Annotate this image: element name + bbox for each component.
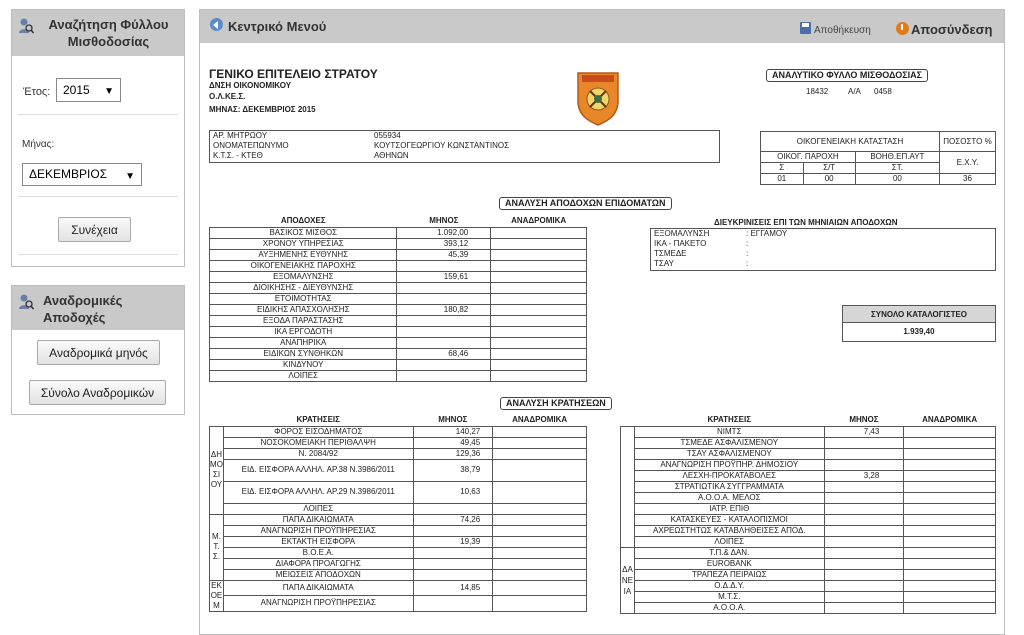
ded-left-h1: ΚΡΑΤΗΣΕΙΣ (223, 415, 413, 426)
deduction-retro (493, 481, 587, 503)
earnings-month (397, 260, 491, 271)
month-select-value: ΔΕΚΕΜΒΡΙΟΣ (29, 167, 108, 181)
main-menu-link[interactable]: Κεντρικό Μενού (228, 19, 327, 34)
earnings-retro (491, 304, 587, 315)
earnings-retro (491, 348, 587, 359)
earnings-item: ΙΚΑ ΕΡΓΟΔΟΤΗ (210, 326, 397, 337)
deduction-row (621, 536, 996, 547)
note-value: : ΕΓΓΑΜΟΥ (746, 229, 788, 238)
earnings-item: ΕΞΟΜΑΛΥΝΣΗΣ (210, 271, 397, 282)
notes-title: ΔΙΕΥΚΡΙΝΙΣΕΙΣ ΕΠΙ ΤΩΝ ΜΗΝΙΑΙΩΝ ΑΠΟΔΟΧΩΝ (714, 218, 898, 227)
deduction-month (413, 569, 493, 580)
deduction-item: ΜΕΙΩΣΕΙΣ ΑΠΟΔΟΧΩΝ (223, 569, 413, 580)
deduction-month (824, 459, 904, 470)
deduction-item: ΤΣΑΥ ΑΣΦΑΛΙΣΜΕΝΟΥ (634, 448, 824, 459)
deduction-row (210, 437, 587, 448)
earnings-row (210, 271, 587, 282)
ded-left-h3: ΑΝΑΔΡΟΜΙΚΑ (493, 415, 587, 426)
deduction-month (824, 569, 904, 580)
ded-right-h1: ΚΡΑΤΗΣΕΙΣ (634, 415, 824, 426)
deduction-month (824, 525, 904, 536)
deduction-retro (904, 514, 996, 525)
deduction-row (621, 547, 996, 558)
search-person-icon (18, 293, 34, 311)
payslip-document (200, 43, 1005, 635)
note-value: : (746, 239, 749, 248)
deductions-left-table (209, 415, 587, 612)
earnings-row (210, 315, 587, 326)
deduction-row (621, 437, 996, 448)
deduction-item: Α.Ο.Ο.Α. (634, 602, 824, 613)
deduction-item: ΕΙΔ. ΕΙΣΦΟΡΑ ΑΛΛΗΛ. ΑΡ.29 Ν.3986/2011 (223, 481, 413, 503)
deduction-row (210, 514, 587, 525)
earnings-row (210, 359, 587, 370)
deduction-month (824, 503, 904, 514)
deduction-retro (904, 426, 996, 437)
id-value-1: 055934 (374, 131, 401, 140)
earnings-item: ΑΝΑΠΗΡΙΚΑ (210, 337, 397, 348)
deduction-group-label: ΔΗΜΟΣΙΟΥ (210, 426, 224, 514)
earnings-h1: ΑΠΟΔΟΧΕΣ (210, 216, 397, 227)
note-label: ΙΚΑ - ΠΑΚΕΤΟ (654, 239, 707, 248)
deduction-retro (493, 580, 587, 596)
deduction-item: ΝΟΣΟΚΟΜΕΙΑΚΗ ΠΕΡΙΘΑΛΨΗ (223, 437, 413, 448)
deduction-retro (493, 596, 587, 612)
total-value: 1.939,40 (903, 327, 935, 336)
earnings-row (210, 293, 587, 304)
deduction-item: EUROBANK (634, 558, 824, 569)
earnings-item: ΧΡΟΝΟΥ ΥΠΗΡΕΣΙΑΣ (210, 238, 397, 249)
family-sub-1: Σ (761, 163, 804, 174)
deduction-row (621, 514, 996, 525)
family-val-4: 36 (940, 174, 996, 185)
id-value-3: ΑΘΗΝΩΝ (374, 151, 409, 160)
earnings-retro (491, 249, 587, 260)
id-label-2: ΟΝΟΜΑΤΕΠΩΝΥΜΟ (213, 141, 289, 150)
org-unit: Ο.Λ.ΚΕ.Σ. (209, 92, 246, 101)
retro-panel-title: Αναδρομικές Αποδοχές (43, 293, 123, 325)
family-col1: ΟΙΚΟΓ. ΠΑΡΟΧΗ (761, 152, 856, 163)
deduction-item: ΛΕΣΧΗ-ΠΡΟΚΑΤΑΒΟΛΕΣ (634, 470, 824, 481)
deduction-month: 10,63 (413, 481, 493, 503)
deduction-row (621, 470, 996, 481)
search-person-icon (18, 17, 34, 35)
deduction-row (621, 558, 996, 569)
family-val-3: 00 (855, 174, 939, 185)
deduction-month: 140,27 (413, 426, 493, 437)
deduction-row (210, 547, 587, 558)
deduction-item: ΤΡΑΠΕΖΑ ΠΕΙΡΑΙΩΣ (634, 569, 824, 580)
monthly-retro-button[interactable]: Αναδρομικά μηνός (37, 340, 160, 365)
deduction-month (824, 536, 904, 547)
total-retro-button[interactable]: Σύνολο Αναδρομικών (29, 380, 166, 405)
deduction-item: ΤΣΜΕΔΕ ΑΣΦΑΛΙΣΜΕΝΟΥ (634, 437, 824, 448)
note-row (654, 249, 748, 259)
org-name: ΓΕΝΙΚΟ ΕΠΙΤΕΛΕΙΟ ΣΤΡΑΤΟΥ (209, 67, 378, 81)
power-icon[interactable] (896, 22, 909, 35)
earnings-retro (491, 370, 587, 381)
deduction-item: Ν. 2084/92 (223, 448, 413, 459)
deduction-item: ΚΑΤΑΣΚΕΥΕΣ - ΚΑΤΑΛΟΠΙΣΜΟΙ (634, 514, 824, 525)
earnings-table (209, 216, 587, 382)
chevron-down-icon: ▼ (104, 86, 114, 97)
earnings-retro (491, 326, 587, 337)
deduction-row (210, 596, 587, 612)
earnings-retro (491, 227, 587, 238)
earnings-month (397, 359, 491, 370)
month-select[interactable] (22, 163, 142, 186)
family-val-1: 01 (761, 174, 804, 185)
deduction-retro (904, 591, 996, 602)
deduction-month: 74,26 (413, 514, 493, 525)
earnings-month: 180,82 (397, 304, 491, 315)
sheet-number: 18432 (806, 87, 829, 96)
deduction-month (824, 580, 904, 591)
family-sub-3: ΣΤ. (855, 163, 939, 174)
deduction-retro (904, 481, 996, 492)
deduction-group-label: Μ.Τ.Σ. (210, 514, 224, 580)
save-link[interactable]: Αποθήκευση (814, 25, 871, 36)
deduction-row (210, 503, 587, 514)
deduction-retro (904, 503, 996, 514)
floppy-disk-icon[interactable] (800, 22, 811, 34)
logout-link[interactable]: Αποσύνδεση (911, 22, 993, 37)
earnings-item: ΕΞΟΔΑ ΠΑΡΑΣΤΑΣΗΣ (210, 315, 397, 326)
deduction-item: ΣΤΡΑΤΙΩΤΙΚΑ ΣΥΓΓΡΑΜΜΑΤΑ (634, 481, 824, 492)
deduction-month (413, 547, 493, 558)
deduction-retro (493, 514, 587, 525)
deduction-item: ΠΑΠΑ ΔΙΚΑΙΩΜΑΤΑ (223, 580, 413, 596)
note-row (654, 229, 787, 239)
search-panel-title: Αναζήτηση Φύλλου Μισθοδοσίας (48, 17, 169, 49)
deduction-retro (904, 569, 996, 580)
earnings-month (397, 282, 491, 293)
deduction-item: ΛΟΙΠΕΣ (634, 536, 824, 547)
deduction-retro (493, 547, 587, 558)
deduction-row (210, 569, 587, 580)
year-select[interactable] (56, 78, 121, 102)
earnings-month (397, 370, 491, 381)
continue-button[interactable]: Συνέχεια (58, 217, 131, 242)
id-value-2: ΚΟΥΤΣΟΓΕΩΡΓΙΟΥ ΚΩΝΣΤΑΝΤΙΝΟΣ (374, 141, 510, 150)
family-col2: ΒΟΗΘ.ΕΠ.ΑΥΤ (855, 152, 939, 163)
deduction-item: Μ.Τ.Σ. (634, 591, 824, 602)
ded-left-spacer (210, 415, 224, 426)
earnings-row (210, 370, 587, 381)
deduction-row (621, 569, 996, 580)
earnings-item: ΕΙΔΙΚΩΝ ΣΥΝΘΗΚΩΝ (210, 348, 397, 359)
deduction-group-label: ΔΑΝΕΙΑ (621, 547, 635, 613)
back-arrow-icon[interactable] (210, 18, 223, 31)
deduction-retro (493, 569, 587, 580)
earnings-month: 159,61 (397, 271, 491, 282)
earnings-retro (491, 260, 587, 271)
deduction-month: 3,28 (824, 470, 904, 481)
retro-panel (11, 285, 185, 415)
earnings-retro (491, 271, 587, 282)
family-val-2: 00 (803, 174, 855, 185)
deduction-month (824, 602, 904, 613)
army-emblem (574, 69, 622, 127)
deduction-item: ΛΟΙΠΕΣ (223, 503, 413, 514)
earnings-month (397, 293, 491, 304)
earnings-month: 1.092,00 (397, 227, 491, 238)
note-row (654, 239, 748, 249)
deduction-item: ΑΝΑΓΝΩΡΙΣΗ ΠΡΟΫΠΗΡΕΣΙΑΣ (223, 596, 413, 612)
earnings-item: ΔΙΟΙΚΗΣΗΣ - ΔΙΕΥΘΥΝΣΗΣ (210, 282, 397, 293)
deduction-month (413, 596, 493, 612)
earnings-month (397, 337, 491, 348)
earnings-item: ΕΤΟΙΜΟΤΗΤΑΣ (210, 293, 397, 304)
deduction-retro (904, 437, 996, 448)
earnings-month: 68,46 (397, 348, 491, 359)
deduction-month: 7,43 (824, 426, 904, 437)
earnings-retro (491, 238, 587, 249)
deduction-month (824, 558, 904, 569)
deduction-group-label: ΕΚΟΕΜ (210, 580, 223, 610)
ded-right-spacer (621, 415, 635, 426)
deduction-month: 19,39 (413, 536, 493, 547)
earnings-row (210, 249, 587, 260)
deduction-retro (904, 470, 996, 481)
deduction-row (210, 580, 587, 596)
earnings-row (210, 227, 587, 238)
deduction-item: ΙΑΤΡ. ΕΠΙΘ (634, 503, 824, 514)
deductions-section-title: ΑΝΑΛΥΣΗ ΚΡΑΤΗΣΕΩΝ (500, 397, 612, 410)
note-label: ΕΞΟΜΑΛΥΝΣΗ (654, 229, 710, 238)
notes-box (650, 228, 996, 271)
note-row (654, 259, 748, 269)
main-panel (199, 9, 1005, 635)
earnings-row (210, 348, 587, 359)
month-label: Μήνας: (22, 139, 55, 150)
deduction-item: ΕΙΔ. ΕΙΣΦΟΡΑ ΑΛΛΗΛ. ΑΡ.38 Ν.3986/2011 (223, 459, 413, 481)
deduction-retro (493, 448, 587, 459)
deduction-retro (904, 602, 996, 613)
chevron-down-icon: ▼ (125, 171, 135, 182)
note-value: : (746, 249, 749, 258)
earnings-item: ΑΥΞΗΜΕΝΗΣ ΕΥΘΥΝΗΣ (210, 249, 397, 260)
deduction-item: ΦΟΡΟΣ ΕΙΣΟΔΗΜΑΤΟΣ (223, 426, 413, 437)
deduction-month (413, 525, 493, 536)
ded-left-h2: ΜΗΝΟΣ (413, 415, 493, 426)
deduction-row (621, 580, 996, 591)
deduction-retro (904, 492, 996, 503)
deduction-month: 14,85 (413, 580, 493, 596)
deduction-row (621, 525, 996, 536)
aa-label: Α/Α (848, 87, 861, 96)
earnings-item: ΟΙΚΟΓΕΝΕΙΑΚΗΣ ΠΑΡΟΧΗΣ (210, 260, 397, 271)
deduction-item: ΔΙΑΦΟΡΑ ΠΡΟΑΓΩΓΗΣ (223, 558, 413, 569)
deduction-month (413, 558, 493, 569)
note-label: ΤΣΑΥ (654, 259, 674, 268)
deduction-month: 49,45 (413, 437, 493, 448)
deduction-month (824, 591, 904, 602)
deduction-month (824, 448, 904, 459)
deduction-month (824, 547, 904, 558)
year-select-value: 2015 (63, 83, 90, 97)
deduction-retro (493, 426, 587, 437)
org-dept: ΔΝΣΗ ΟΙΚΟΝΟΜΙΚΟΥ (209, 81, 292, 90)
deduction-row (210, 525, 587, 536)
deduction-item: Ο.Δ.Δ.Υ. (634, 580, 824, 591)
deduction-retro (493, 437, 587, 448)
earnings-month: 393,12 (397, 238, 491, 249)
total-box (842, 305, 996, 342)
family-pct-label: ΠΟΣΟΣΤΟ % (940, 132, 996, 152)
search-panel (11, 9, 185, 267)
deduction-row (621, 503, 996, 514)
year-label: Έτος: (23, 86, 51, 98)
earnings-retro (491, 282, 587, 293)
family-title: ΟΙΚΟΓΕΝΕΙΑΚΗ ΚΑΤΑΣΤΑΣΗ (761, 132, 940, 152)
earnings-row (210, 282, 587, 293)
deduction-retro (904, 536, 996, 547)
deduction-month (824, 437, 904, 448)
note-label: ΤΣΜΕΔΕ (654, 249, 687, 258)
deduction-item: Τ.Π.& ΔΑΝ. (634, 547, 824, 558)
deduction-retro (493, 503, 587, 514)
deduction-retro (493, 525, 587, 536)
earnings-retro (491, 315, 587, 326)
earnings-h3: ΑΝΑΔΡΟΜΙΚΑ (491, 216, 587, 227)
deduction-row (621, 459, 996, 470)
deduction-row (621, 591, 996, 602)
earnings-month (397, 315, 491, 326)
search-panel-header (12, 10, 184, 56)
deduction-row (621, 481, 996, 492)
deduction-row (210, 426, 587, 437)
id-label-3: Κ.Τ.Σ. - ΚΤΕΘ (213, 151, 263, 160)
aa-value: 0458 (874, 87, 892, 96)
deduction-row (210, 536, 587, 547)
deduction-row (210, 481, 587, 503)
earnings-h2: ΜΗΝΟΣ (397, 216, 491, 227)
deductions-right-table (620, 415, 996, 614)
id-label-1: ΑΡ. ΜΗΤΡΩΟΥ (213, 131, 268, 140)
earnings-row (210, 337, 587, 348)
earnings-retro (491, 293, 587, 304)
deduction-item: Α.Ο.Ο.Α. ΜΕΛΟΣ (634, 492, 824, 503)
identity-box (209, 130, 720, 163)
deduction-row (210, 459, 587, 481)
ded-right-h3: ΑΝΑΔΡΟΜΙΚΑ (904, 415, 996, 426)
deduction-row (621, 448, 996, 459)
deduction-month: 38,79 (413, 459, 493, 481)
deduction-retro (493, 558, 587, 569)
deduction-item: ΑΝΑΓΝΩΡΙΣΗ ΠΡΟΫΠΗΡΕΣΙΑΣ (223, 525, 413, 536)
note-value: : (746, 259, 749, 268)
earnings-item: ΕΙΔΙΚΗΣ ΑΠΑΣΧΟΛΗΣΗΣ (210, 304, 397, 315)
retro-panel-header (12, 286, 184, 330)
deduction-row (210, 558, 587, 569)
deduction-row (621, 602, 996, 613)
deduction-row (621, 492, 996, 503)
deduction-month (413, 503, 493, 514)
family-status-table (760, 131, 996, 185)
main-header (200, 10, 1004, 43)
earnings-retro (491, 337, 587, 348)
earnings-month: 45,39 (397, 249, 491, 260)
deduction-group-spacer (621, 426, 635, 547)
deduction-item: ΑΝΑΓΝΩΡΙΣΗ ΠΡΟΫΠΗΡ. ΔΗΜΟΣΙΟΥ (634, 459, 824, 470)
earnings-row (210, 304, 587, 315)
sheet-title: ΑΝΑΛΥΤΙΚΟ ΦΥΛΛΟ ΜΙΣΘΟΔΟΣΙΑΣ (766, 69, 928, 82)
family-exy: Ε.Χ.Υ. (940, 152, 996, 174)
deduction-row (210, 448, 587, 459)
earnings-item: ΚΙΝΔΥΝΟΥ (210, 359, 397, 370)
deduction-retro (904, 448, 996, 459)
earnings-month (397, 326, 491, 337)
earnings-row (210, 238, 587, 249)
earnings-retro (491, 359, 587, 370)
deduction-retro (904, 558, 996, 569)
deduction-retro (904, 580, 996, 591)
deduction-item: ΝΙΜΤΣ (634, 426, 824, 437)
deduction-retro (904, 459, 996, 470)
deduction-item: Β.Ο.Ε.Α. (223, 547, 413, 558)
deduction-month (824, 481, 904, 492)
earnings-item: ΛΟΙΠΕΣ (210, 370, 397, 381)
deduction-month (824, 514, 904, 525)
deduction-retro (493, 459, 587, 481)
ded-right-h2: ΜΗΝΟΣ (824, 415, 904, 426)
deduction-month: 129,36 (413, 448, 493, 459)
deduction-retro (904, 525, 996, 536)
deduction-month (824, 492, 904, 503)
deduction-item: ΠΑΠΑ ΔΙΚΑΙΩΜΑΤΑ (223, 514, 413, 525)
deduction-row (621, 426, 996, 437)
earnings-row (210, 260, 587, 271)
deduction-item: ΕΚΤΑΚΤΗ ΕΙΣΦΟΡΑ (223, 536, 413, 547)
family-sub-2: Σ/Τ (803, 163, 855, 174)
deduction-retro (493, 536, 587, 547)
total-label: ΣΥΝΟΛΟ ΚΑΤΑΛΟΓΙΣΤΕΟ (843, 306, 995, 323)
earnings-row (210, 326, 587, 337)
month-line: ΜΗΝΑΣ: ΔΕΚΕΜΒΡΙΟΣ 2015 (209, 105, 316, 114)
deduction-item: ΑΧΡΕΩΣΤΗΤΩΣ ΚΑΤΑΒΛΗΘΕΙΣΕΣ ΑΠΟΔ. (634, 525, 824, 536)
earnings-item: ΒΑΣΙΚΟΣ ΜΙΣΘΟΣ (210, 227, 397, 238)
earnings-section-title: ΑΝΑΛΥΣΗ ΑΠΟΔΟΧΩΝ ΕΠΙΔΟΜΑΤΩΝ (499, 197, 672, 210)
deduction-retro (904, 547, 996, 558)
